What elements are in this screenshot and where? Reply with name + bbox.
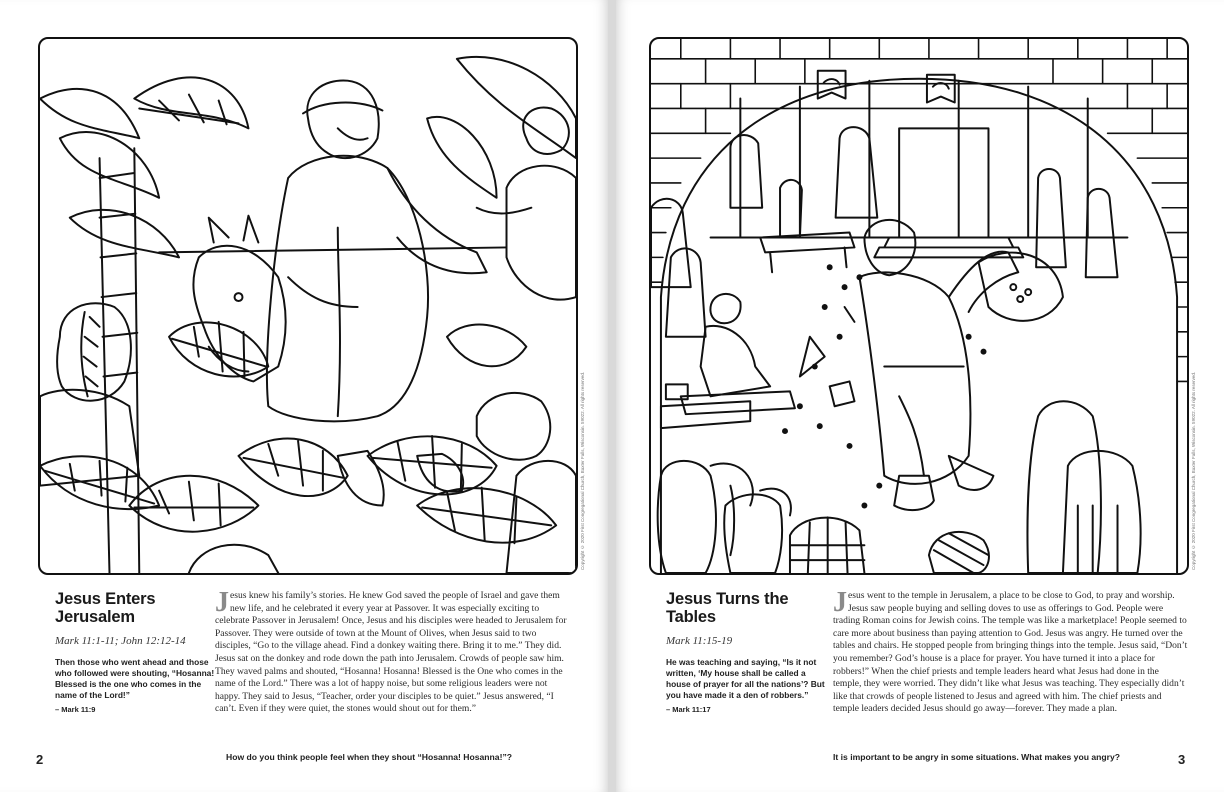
- left-page: [0, 0, 608, 792]
- story-paragraph: esus knew his family’s stories. He knew God saved the people of Israel and gave them new life, and he celebrated it every year at Passover. It was especially exciting to celebrate Passover in Jerusalem! Once, Jesus and his disciples were headed to Jerusalem for Passover. They were outside of town at the Mount of Olives, when Jesus said to two disciples, “Go to the village ahead. Find a donkey waiting there. Bring it to me.” They did. Jesus sat on the donkey and rode down the path into Jerusalem. Crowds of people saw him. They waved palms and shouted, “Hosanna! Hosanna! Blessed is the One who comes in the name of the Lord.” There was a lot of happy noise, but some religious leaders were not happy. They said to Jesus, “Teacher, order your disciples to be quiet.” Jesus answered, “I can’t. Even if they were quiet, the stones would shout out for them.”: [215, 590, 567, 715]
- right-page: [616, 0, 1224, 792]
- story-title: Jesus Turns the Tables: [666, 590, 789, 626]
- page-number: 3: [1178, 752, 1186, 767]
- reflection-question: It is important to be angry in some situations. What makes you angry?: [833, 752, 1120, 762]
- reflection-question: How do you think people feel when they shout “Hosanna! Hosanna!”?: [226, 752, 512, 762]
- scripture-reference: Mark 11:1-11; John 12:12-14: [55, 635, 186, 647]
- copyright-notice: Copyright © 2020 First Congregational Church, Baxter Falls, Wisconsin. 59022. All rights reserved.: [580, 371, 585, 570]
- copyright-notice: Copyright © 2020 First Congregational Church, Baxter Falls, Wisconsin. 59022. All rights reserved.: [1191, 371, 1196, 570]
- key-verse: He was teaching and saying, “Is it not written, ‘My house shall be called a house of prayer for all the nations’? But you have made it a den of robbers.”: [666, 657, 825, 700]
- page-number: 2: [36, 752, 44, 767]
- key-verse-reference: – Mark 11:17: [666, 705, 711, 714]
- coloring-illustration-palm-sunday: [38, 37, 578, 575]
- story-sidebar: [666, 590, 826, 714]
- key-verse-reference: – Mark 11:9: [55, 705, 96, 714]
- drop-cap: J: [833, 587, 847, 618]
- drop-cap: J: [215, 587, 229, 618]
- story-sidebar: [55, 590, 215, 714]
- key-verse: Then those who went ahead and those who followed were shouting, “Hosanna! Blessed is the one who comes in the name of the Lord!”: [55, 657, 215, 700]
- story-title: Jesus Enters Jerusalem: [55, 590, 156, 626]
- scripture-reference: Mark 11:15-19: [666, 635, 733, 647]
- story-paragraph: esus went to the temple in Jerusalem, a place to be close to God, to pray and worship. Jesus saw people buying and selling doves to use as offerings to God. People were trading Roman coins for Jewish coins. The temple was like a marketplace! People seemed to care more about business than paying attention to God. Jesus was angry. He turned over the tables and chairs. He stopped people from bringing things into the temple. Jesus said, “Don’t you remember? God’s house is a place for prayer. You have turned it into a place for robbers!” When the chief priests and temple leaders heard what Jesus had done in the temple, they were worried. They didn’t like what Jesus was teaching. They especially didn’t like that crowds of people listened to Jesus and agreed with him. The chief priests and temple leaders decided Jesus should go away—forever. They made a plan.: [833, 590, 1188, 715]
- coloring-illustration-temple-tables: [649, 37, 1189, 575]
- story-text: [833, 587, 1188, 716]
- story-text: [215, 587, 570, 716]
